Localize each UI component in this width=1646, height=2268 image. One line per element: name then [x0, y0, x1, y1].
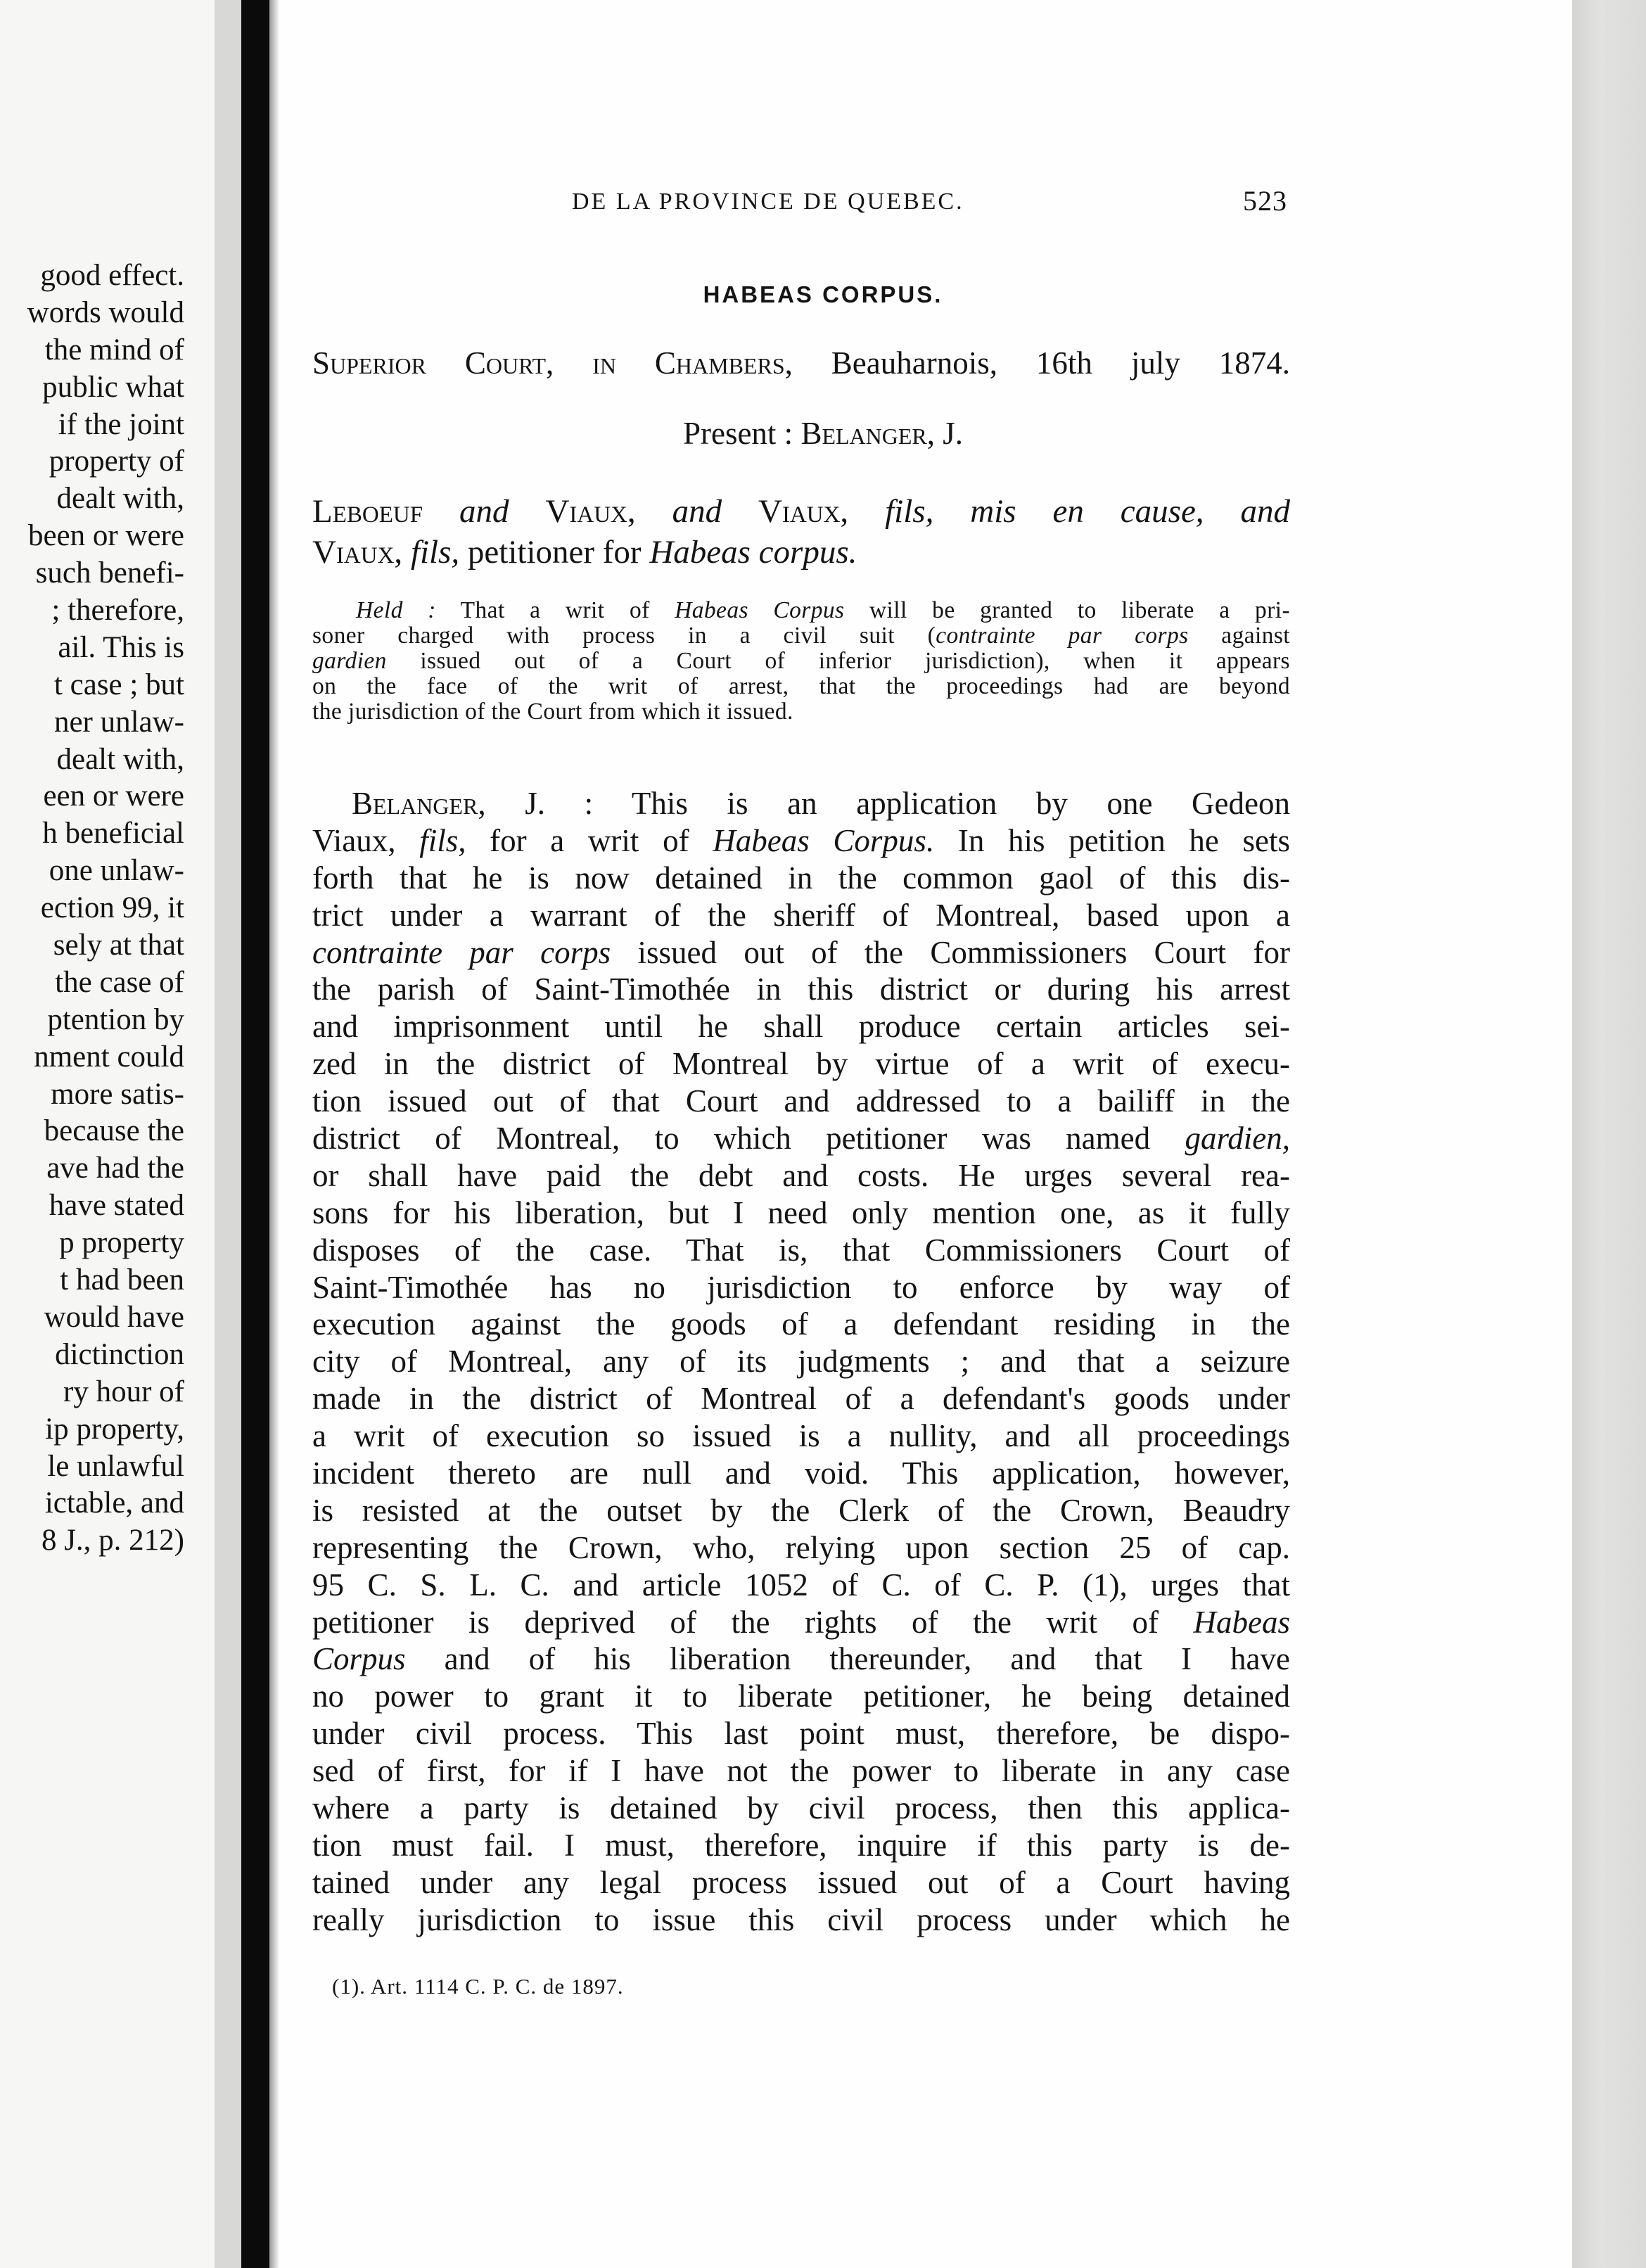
headnote-line: Held : That a writ of Habeas Corpus will be granted to liberate a pri-: [356, 597, 1291, 623]
left-page-line: the mind of: [44, 333, 184, 367]
left-page-line: ner unlaw-: [53, 705, 184, 739]
left-page-line: dealt with,: [56, 482, 184, 516]
left-page-line: ave had the: [46, 1152, 184, 1185]
left-page-line: dealt with,: [56, 742, 184, 776]
left-page-line: if the joint: [58, 407, 184, 441]
left-page-line: been or were: [27, 519, 184, 553]
page-gutter-margin: [215, 0, 241, 2268]
headnote: [312, 598, 1290, 725]
body-line: sed of first, for if I have not the power to liberate in any case: [312, 1753, 1290, 1789]
left-page-line: because the: [44, 1114, 184, 1148]
body-line: forth that he is now detained in the common gaol of this dis-: [312, 860, 1290, 896]
presiding-judge: Belanger, J.: [800, 416, 964, 451]
body-line: representing the Crown, who, relying upon section 25 of cap.: [312, 1529, 1290, 1565]
headnote-line: on the face of the writ of arrest, that the proceedings had are beyond: [312, 673, 1290, 699]
left-page-line: have stated: [49, 1189, 184, 1223]
left-page-fragment: [0, 0, 215, 2268]
held-label: Held :: [356, 597, 436, 623]
left-page-line: such benefi-: [35, 556, 184, 590]
left-page-line: good effect.: [40, 259, 184, 292]
body-line: tion must fail. I must, therefore, inquire if this party is de-: [312, 1827, 1290, 1863]
left-page-line: dictinction: [55, 1337, 184, 1371]
headnote-line: gardien issued out of a Court of inferior jurisdiction), when it appears: [312, 648, 1290, 674]
footnote: (1). Art. 1114 C. P. C. de 1897.: [332, 1974, 624, 1999]
left-page-line: le unlawful: [47, 1449, 184, 1483]
left-page-line: would have: [44, 1300, 184, 1334]
left-page-line: one unlaw-: [49, 854, 184, 888]
body-line: zed in the district of Montreal by virtue of a writ of execu-: [312, 1046, 1290, 1082]
headnote-line: the jurisdiction of the Court from which it issued.: [312, 699, 793, 725]
body-line: Belanger, J. : This is an application by one Gedeon: [352, 786, 1290, 821]
body-line: and imprisonment until he shall produce certain articles sei-: [312, 1009, 1290, 1045]
court-place-date: Beauharnois, 16th july 1874.: [831, 345, 1290, 381]
parties-line-1: Leboeuf and Viaux, and Viaux, fils, mis en cause, and: [312, 493, 1290, 530]
gutter-shadow: [269, 0, 279, 2268]
book-gutter: [241, 0, 269, 2268]
body-line: petitioner is deprived of the rights of the writ of Habeas: [312, 1604, 1290, 1640]
case-title: HABEAS CORPUS.: [703, 281, 943, 307]
body-line: disposes of the case. That is, that Commissioners Court of: [312, 1232, 1290, 1268]
body-line: trict under a warrant of the sheriff of Montreal, based upon a: [312, 897, 1290, 933]
body-line: made in the district of Montreal of a defendant's goods under: [312, 1381, 1290, 1417]
body-line: the parish of Saint-Timothée in this district or during his arrest: [312, 971, 1290, 1007]
body-line: really jurisdiction to issue this civil process under which he: [312, 1901, 1290, 1937]
left-page-line: public what: [42, 370, 184, 404]
present-line: [436, 415, 1210, 452]
body-line: city of Montreal, any of its judgments ; and that a seizure: [312, 1344, 1290, 1380]
body-line: Saint-Timothée has no jurisdiction to enforce by way of: [312, 1269, 1290, 1305]
left-page-line: een or were: [43, 779, 184, 813]
left-page-line: property of: [49, 445, 184, 478]
left-page-line: the case of: [55, 965, 184, 999]
left-page-line: words would: [27, 295, 184, 329]
body-line: is resisted at the outset by the Clerk of the Crown, Beaudry: [312, 1492, 1290, 1528]
left-page-line: 8 J., p. 212): [41, 1524, 184, 1557]
body-line: a writ of execution so issued is a nullity, and all proceedings: [312, 1418, 1290, 1454]
parties-line-2: Viaux, fils, petitioner for Habeas corpus.: [312, 534, 857, 571]
left-page-line: ; therefore,: [51, 594, 184, 627]
body-line: sons for his liberation, but I need only mention one, as it fully: [312, 1194, 1290, 1230]
left-page-line: ail. This is: [58, 630, 184, 664]
left-page-line: ection 99, it: [40, 891, 184, 925]
judgment-text: [312, 785, 1290, 1939]
left-page-line: more satis-: [51, 1077, 184, 1111]
left-page-line: ip property,: [45, 1412, 184, 1446]
body-line: or shall have paid the debt and costs. He urges several rea-: [312, 1157, 1290, 1193]
present-label: Present :: [682, 416, 793, 451]
body-line: tained under any legal process issued out of a Court having: [312, 1864, 1290, 1900]
body-line: tion issued out of that Court and addressed to a bailiff in the: [312, 1083, 1290, 1119]
running-head: DE LA PROVINCE DE QUEBEC.: [572, 189, 964, 215]
case-parties: [312, 491, 1290, 573]
page-number: 523: [1243, 185, 1287, 217]
left-page-line: p property: [59, 1226, 184, 1260]
body-line: district of Montreal, to which petitioner was named gardien,: [312, 1121, 1291, 1157]
body-line: contrainte par corps issued out of the Commissioners Court for: [312, 934, 1290, 970]
left-page-line: ictable, and: [44, 1486, 184, 1520]
body-line: where a party is detained by civil process, then this applica-: [312, 1790, 1290, 1826]
court-name: Superior Court, in Chambers,: [312, 345, 793, 381]
left-page-line: t had been: [60, 1263, 184, 1297]
court-line: [312, 345, 1290, 381]
body-line: 95 C. S. L. C. and article 1052 of C. of C. P. (1), urges that: [312, 1567, 1290, 1603]
left-page-line: sely at that: [53, 929, 184, 962]
body-line: no power to grant it to liberate petitioner, he being detained: [312, 1678, 1290, 1714]
left-page-text: [0, 257, 184, 1560]
body-line: execution against the goods of a defendant residing in the: [312, 1306, 1290, 1342]
left-page-line: h beneficial: [42, 817, 184, 850]
body-line: Viaux, fils, for a writ of Habeas Corpus. In his petition he sets: [312, 822, 1291, 858]
body-line: under civil process. This last point must, therefore, be dispo-: [312, 1716, 1290, 1752]
page-edge: [1572, 0, 1646, 2268]
left-page-line: ry hour of: [63, 1375, 184, 1408]
body-line: Corpus and of his liberation thereunder, and that I have: [312, 1641, 1291, 1677]
left-page-line: nment could: [34, 1040, 184, 1074]
left-page-line: ptention by: [47, 1002, 184, 1036]
headnote-line: soner charged with process in a civil suit (contrainte par corps against: [312, 623, 1290, 649]
body-line: incident thereto are null and void. This application, however,: [312, 1455, 1290, 1491]
judge-name: Belanger, J.: [352, 786, 545, 821]
left-page-line: t case ; but: [53, 668, 184, 701]
